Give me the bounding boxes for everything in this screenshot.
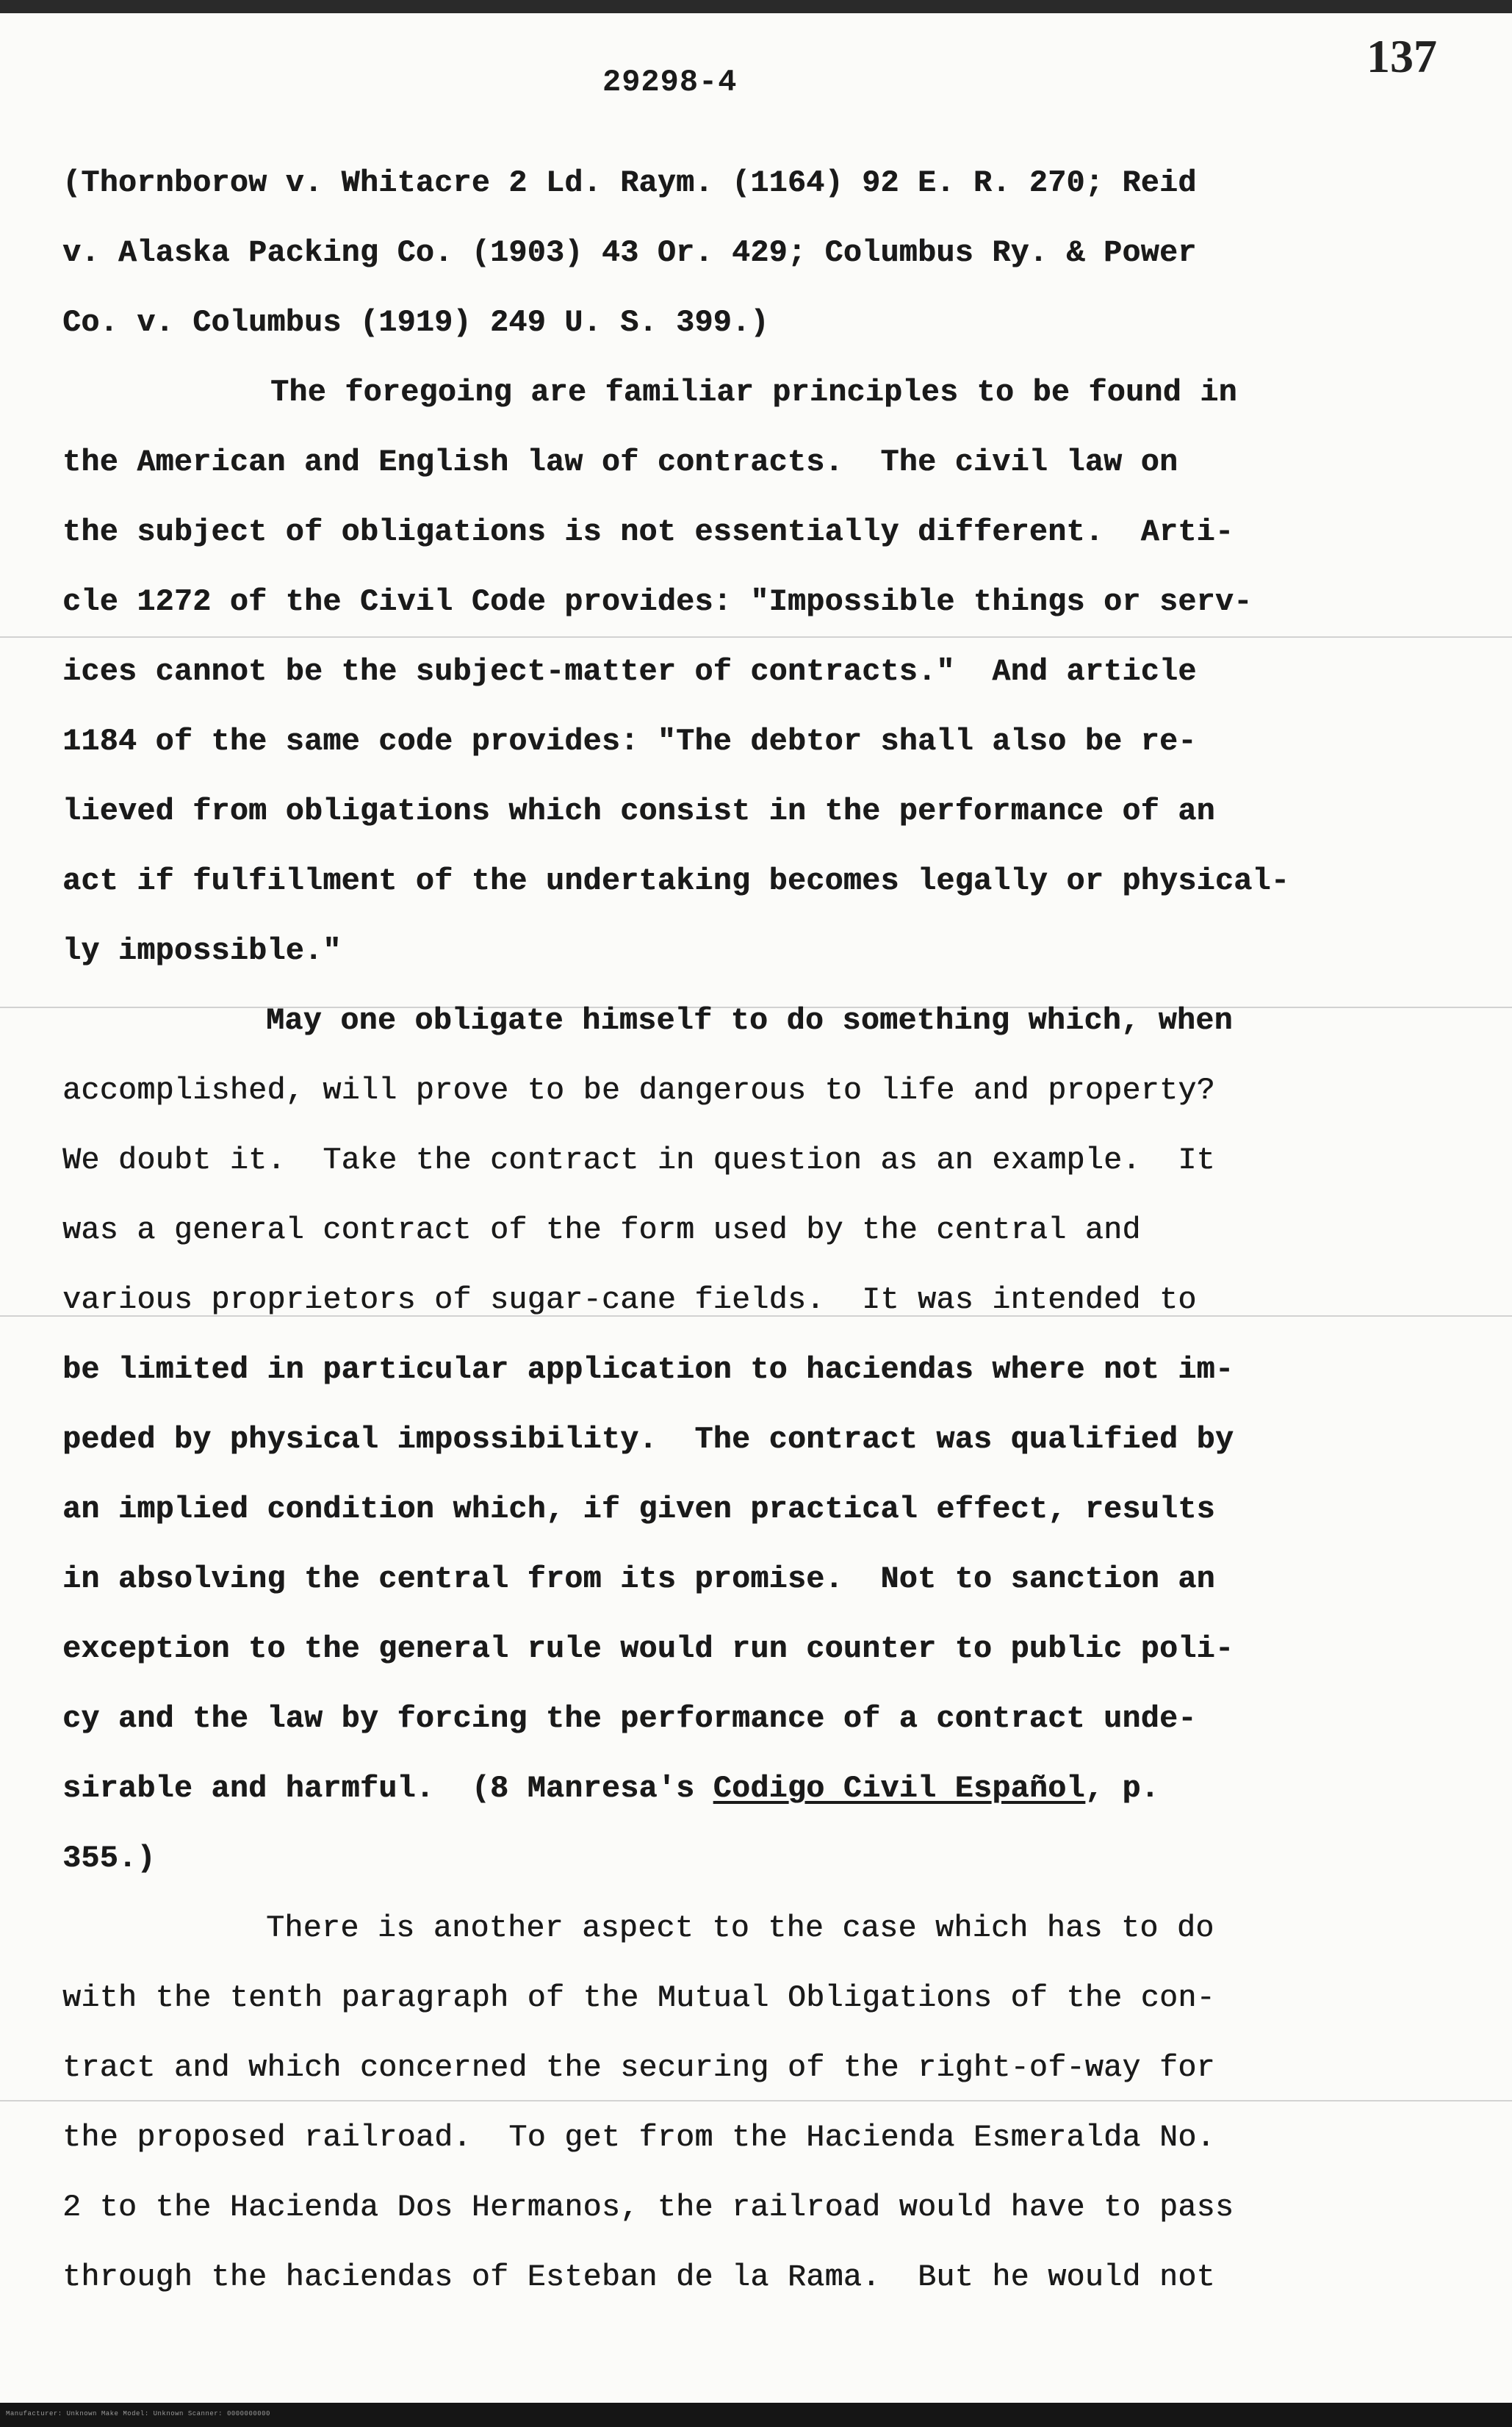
- scan-top-border: [0, 0, 1512, 13]
- citation-line: [62, 1769, 1159, 1810]
- text-line: (Thornborow v. Whitacre 2 Ld. Raym. (1164) 92 E. R. 270; Reid: [62, 166, 1197, 201]
- text-line: v. Alaska Packing Co. (1903) 43 Or. 429; Columbus Ry. & Power: [62, 236, 1197, 270]
- text-line: be limited in particular application to haciendas where not im-: [62, 1353, 1234, 1387]
- text-line: in absolving the central from its promise. Not to sanction an: [62, 1562, 1215, 1597]
- paragraph-start-line: The foregoing are familiar principles to be found in: [270, 375, 1237, 410]
- text-line: an implied condition which, if given practical effect, results: [62, 1492, 1215, 1527]
- text-line: peded by physical impossibility. The contract was qualified by: [62, 1423, 1234, 1457]
- text-line: the American and English law of contracts. The civil law on: [62, 445, 1178, 480]
- document-code: 29298-4: [602, 65, 738, 100]
- text-line: tract and which concerned the securing of the right-of-way for: [62, 2051, 1215, 2085]
- text-line: cy and the law by forcing the performance of a contract unde-: [62, 1702, 1197, 1736]
- fold-line: [0, 636, 1512, 638]
- text-line: with the tenth paragraph of the Mutual Obligations of the con-: [62, 1981, 1215, 2016]
- text-line: lieved from obligations which consist in the performance of an: [62, 794, 1215, 829]
- text-line: the proposed railroad. To get from the Hacienda Esmeralda No.: [62, 2121, 1215, 2155]
- fold-line: [0, 2100, 1512, 2101]
- text-line: cle 1272 of the Civil Code provides: "Impossible things or serv-: [62, 585, 1253, 619]
- text-fragment: sirable and harmful. (8 Manresa's: [62, 1772, 713, 1806]
- text-line: through the haciendas of Esteban de la Rama. But he would not: [62, 2260, 1215, 2295]
- text-line: act if fulfillment of the undertaking becomes legally or physical-: [62, 864, 1290, 899]
- text-line: Co. v. Columbus (1919) 249 U. S. 399.): [62, 306, 769, 340]
- text-line: ices cannot be the subject-matter of contracts." And article: [62, 655, 1197, 689]
- text-line: ly impossible.": [62, 934, 342, 968]
- text-line: was a general contract of the form used by the central and: [62, 1213, 1141, 1248]
- page-number: 137: [1367, 30, 1437, 82]
- text-line: various proprietors of sugar-cane fields. It was intended to: [62, 1283, 1197, 1317]
- text-line: exception to the general rule would run counter to public poli-: [62, 1632, 1234, 1666]
- text-line: 1184 of the same code provides: "The debtor shall also be re-: [62, 724, 1197, 759]
- text-line: the subject of obligations is not essentially different. Arti-: [62, 515, 1234, 550]
- text-line: We doubt it. Take the contract in question as an example. It: [62, 1143, 1215, 1178]
- text-line: 2 to the Hacienda Dos Hermanos, the railroad would have to pass: [62, 2190, 1234, 2225]
- text-line: accomplished, will prove to be dangerous to life and property?: [62, 1074, 1215, 1108]
- paragraph-start-line: May one obligate himself to do something which, when: [266, 1004, 1233, 1038]
- paragraph-start-line: There is another aspect to the case which has to do: [266, 1911, 1214, 1946]
- scanner-info: Manufacturer: Unknown Make Model: Unknown Scanner: 0000000000: [6, 2410, 270, 2417]
- text-fragment: , p.: [1084, 1772, 1159, 1806]
- citation-title: Codigo Civil Español: [713, 1772, 1085, 1806]
- text-line: 355.): [62, 1841, 156, 1876]
